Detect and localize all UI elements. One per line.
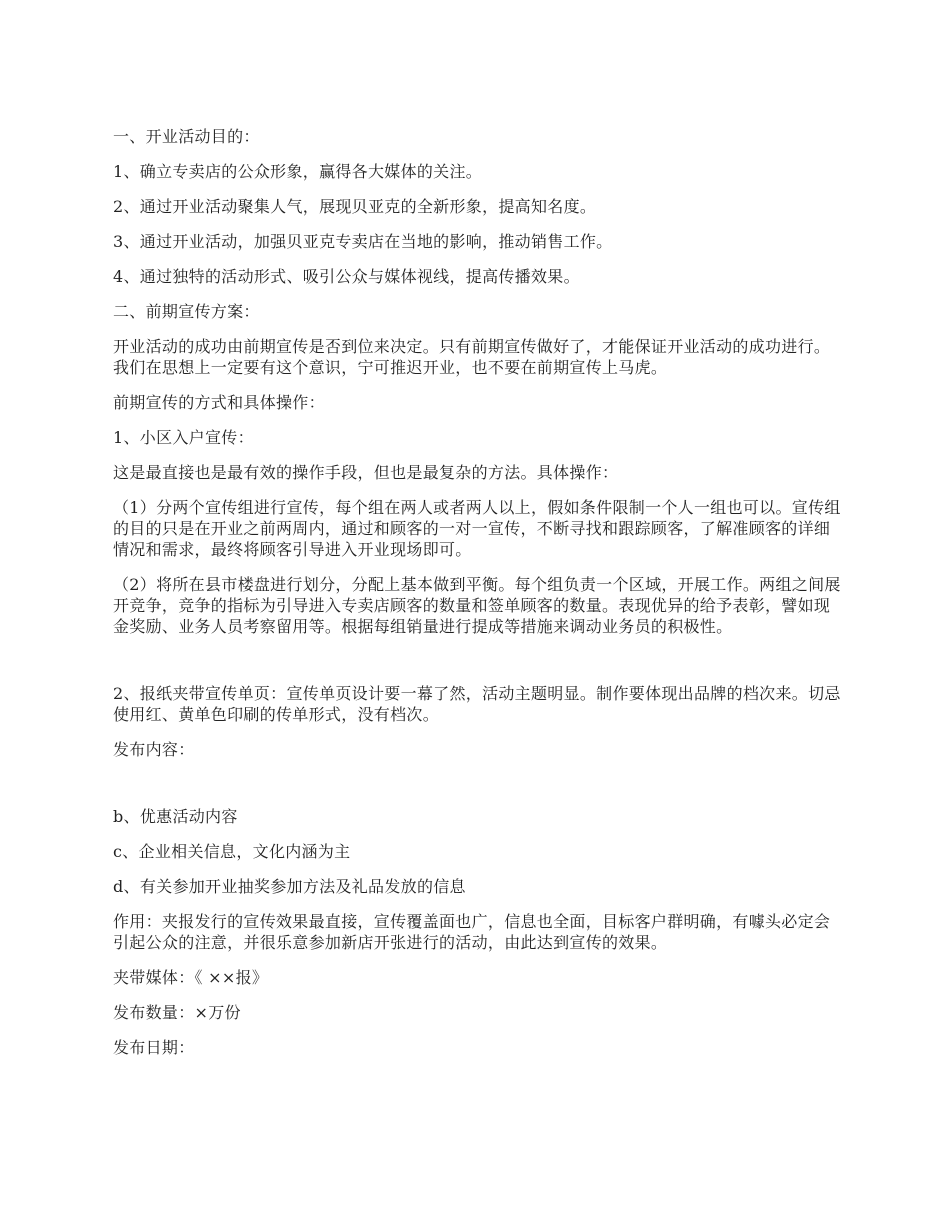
paragraph: 作用：夹报发行的宣传效果最直接，宣传覆盖面也广，信息也全面，目标客户群明确，有噱头必定会引起公众的注意，并很乐意参加新店开张进行的活动，由此达到宣传的效果。 [113,912,831,952]
paragraph: 2、报纸夹带宣传单页：宣传单页设计要一幕了然，活动主题明显。制作要体现出品牌的档次来。切忌使用红、黄单色印刷的传单形式，没有档次。 [113,684,841,724]
list-item: d、有关参加开业抽奖参加方法及礼品发放的信息 [113,877,466,896]
list-item: 1、确立专卖店的公众形象，赢得各大媒体的关注。 [113,162,483,181]
list-item: 3、通过开业活动，加强贝亚克专卖店在当地的影响，推动销售工作。 [113,232,613,251]
paragraph: 发布数量：×万份 [113,1003,241,1022]
paragraph: 前期宣传的方式和具体操作： [113,393,325,412]
paragraph: （2）将所在县市楼盘进行划分，分配上基本做到平衡。每个组负责一个区域，开展工作。两组之间展开竞争，竞争的指标为引导进入专卖店顾客的数量和签单顾客的数量。表现优异的给予表彰，譬如现金奖励、业务人员考察留用等。根据每组销量进行提成等措施来调动业务员的积极性。 [113,575,841,636]
document-body [113,126,841,1058]
paragraph: （1）分两个宣传组进行宣传，每个组在两人或者两人以上，假如条件限制一个人一组也可以。宣传组的目的只是在开业之前两周内，通过和顾客的一对一宣传，不断寻找和跟踪顾客，了解准顾客的详细情况和需求，最终将顾客引导进入开业现场即可。 [113,498,841,559]
paragraph: 发布内容： [113,740,195,759]
section-heading-1: 一、开业活动目的： [113,127,260,146]
paragraph: 夹带媒体：《 ××报》 [113,968,269,987]
list-item: 2、通过开业活动聚集人气，展现贝亚克的全新形象，提高知名度。 [113,197,597,216]
paragraph: 这是最直接也是最有效的操作手段，但也是最复杂的方法。具体操作： [113,463,619,482]
paragraph: 开业活动的成功由前期宣传是否到位来决定。只有前期宣传做好了，才能保证开业活动的成功进行。我们在思想上一定要有这个意识，宁可推迟开业，也不要在前期宣传上马虎。 [113,337,831,377]
list-item: 4、通过独特的活动形式、吸引公众与媒体视线，提高传播效果。 [113,267,580,286]
section-heading-2: 二、前期宣传方案： [113,302,260,321]
list-item: c、企业相关信息，文化内涵为主 [113,842,351,861]
subheading: 1、小区入户宣传： [113,428,254,447]
list-item: b、优惠活动内容 [113,807,238,826]
paragraph: 发布日期： [113,1038,195,1057]
